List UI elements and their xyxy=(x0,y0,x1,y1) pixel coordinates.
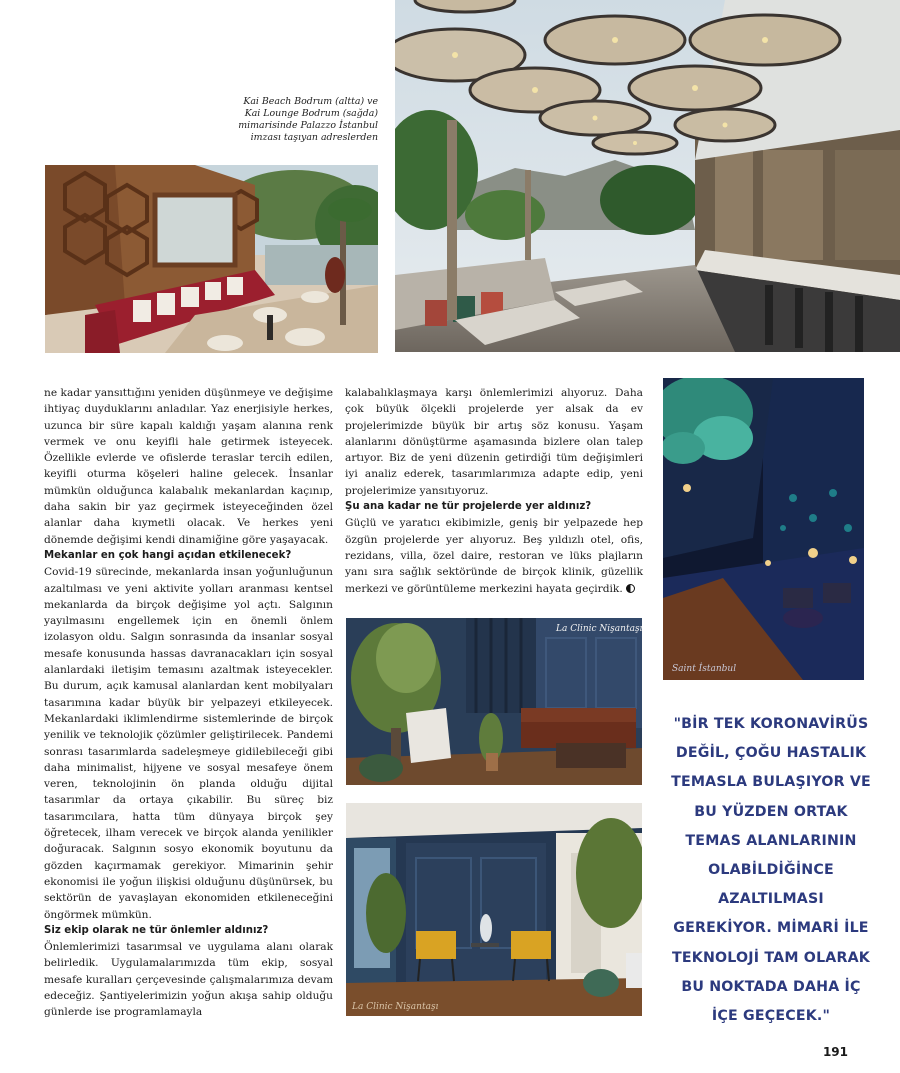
paragraph xyxy=(345,515,643,596)
clinic-bottom-caption: La Clinic Nişantaşı xyxy=(352,1002,439,1012)
end-of-article-icon xyxy=(626,584,635,593)
top-photo-caption: Kai Beach Bodrum (altta) ve Kai Lounge Bodrum (sağda) mimarisinde Palazzo İstanbul imzası taşıyan adreslerden xyxy=(238,96,378,143)
paragraph: Önlemlerimizi tasarımsal ve uygulama alanı olarak belirledik. Uygulamalarımızda tüm ekip, sosyal mesafe kuralları çerçevesinde çalışmalarımıza devam edeceğiz. Şantiyelerimizin yoğun akışa sahip olduğu günlerde ise programlamayla xyxy=(44,941,333,1019)
question-heading: Siz ekip olarak ne tür önlemler aldınız? xyxy=(44,924,269,936)
la-clinic-photo-top xyxy=(346,618,642,785)
paragraph: ne kadar yansıttığını yeniden düşünmeye ve değişime ihtiyaç duyduklarını anladılar. Yaz enerjisiyle herkes, uzunca bir süre kapalı kaldığı yaşam alanına renk vermek ve onu keyifli hale getirmek isteyecek. Özellikle evlerde ve ofislerde teraslar tercih edilen, keyifli oturma köşeleri haline gelecek. İnsanlar mümkün olduğunca kalabalık mekanlardan kaçınıp, daha sakin bir yaz geçirmek isteyeceğinden özel alanlar daha kıymetli olacak. Ve herkes yeni dönemde değişimi kendi dinamiğine göre yaşayacak. xyxy=(44,387,333,546)
saint-istanbul-photo xyxy=(663,378,864,680)
la-clinic-photo-bottom xyxy=(346,803,642,1016)
paragraph: Covid-19 sürecinde, mekanlarda insan yoğunluğunun azaltılması ve yeni aktivite yolları aranması kentsel mekanlarda da birçok değişime yol açtı. Salgının yayılmasını engellemek için en önemli önlem izolasyon oldu. Salgın sonrasında da insanlar sosyal mesafe konusunda hassas davranacakları için sosyal alanlardaki iletişim temasını azaltmak isteyecekler. Bu durum, açık kamusal alanlardan kent mobilyaları tasarımına kadar büyük bir yelpazeyi etkileyecek. Mekanlardaki iklimlendirme sistemlerinde de birçok yenilik ve teknolojik çözümler geliştirilecek. Pandemi sonrası tasarımlarda sadeleşmeye gidilebileceği gibi daha minimalist, hijyene ve sosyal mesafeye önem veren, teknolojinin ön planda olduğu dijital tasarımlar da ortaya çıkabilir. Bu süreç biz tasarımcılara, hatta tüm dünyaya birçok şey öğretecek, ilham verecek ve birçok alanda yenilikler doğuracak. Salgının sosyo ekonomik boyutunu da gözden kaçırmamak gerekiyor. Mimarinin şehir ekonomisi ile yoğun ilişkisi olduğunu düşünürsek, bu sektörün de yavaşlayan ekonomiden etkileneceğini öngörmek mümkün. xyxy=(44,566,333,921)
kai-lounge-photo xyxy=(395,0,900,352)
text-column-1 xyxy=(44,385,333,1021)
clinic-top-caption: La Clinic Nişantaşı xyxy=(556,624,643,634)
question-heading: Şu ana kadar ne tür projelerde yer aldınız? xyxy=(345,501,592,513)
paragraph: kalabalıklaşmaya karşı önlemlerimizi alıyoruz. Daha çok büyük ölçekli projelerde yer alsak da ev projelerimizde büyük bir artış söz konusu. Yaşam alanlarını dönüştürme aşamasında bizlere olan talep artıyor. Biz de yeni düzenin getirdiği tüm değişimleri iyi analiz ederek, tasarımlarımıza adapte edip, yeni projelerimize yansıtıyoruz. xyxy=(345,387,643,497)
pull-quote: "BİR TEK KORONAVİRÜS DEĞİL, ÇOĞU HASTALIK TEMASLA BULAŞIYOR VE BU YÜZDEN ORTAK TEMAS ALANLARININ OLABİLDİĞİNCE AZALTILMASI GEREKİYOR. MİMARİ İLE TEKNOLOJİ TAM OLARAK BU NOKTADA DAHA İÇ İÇE GEÇECEK." xyxy=(671,716,871,1025)
paragraph-text: Güçlü ve yaratıcı ekibimizle, geniş bir yelpazede hep özgün projelerde yer alıyoruz. Beş yıldızlı otel, ofis, rezidans, villa, özel daire, restoran ve lüks plajların yanı sıra sağlık sektöründe de birçok klinik, güzellik merkezi ve görüntüleme merkezini hayata geçirdik. xyxy=(345,517,643,595)
page-number: 191 xyxy=(822,1045,848,1059)
text-column-2 xyxy=(345,385,643,597)
question-heading: Mekanlar en çok hangi açıdan etkilenecek? xyxy=(44,549,292,561)
saint-caption: Saint İstanbul xyxy=(672,664,737,674)
kai-beach-photo xyxy=(45,165,378,353)
